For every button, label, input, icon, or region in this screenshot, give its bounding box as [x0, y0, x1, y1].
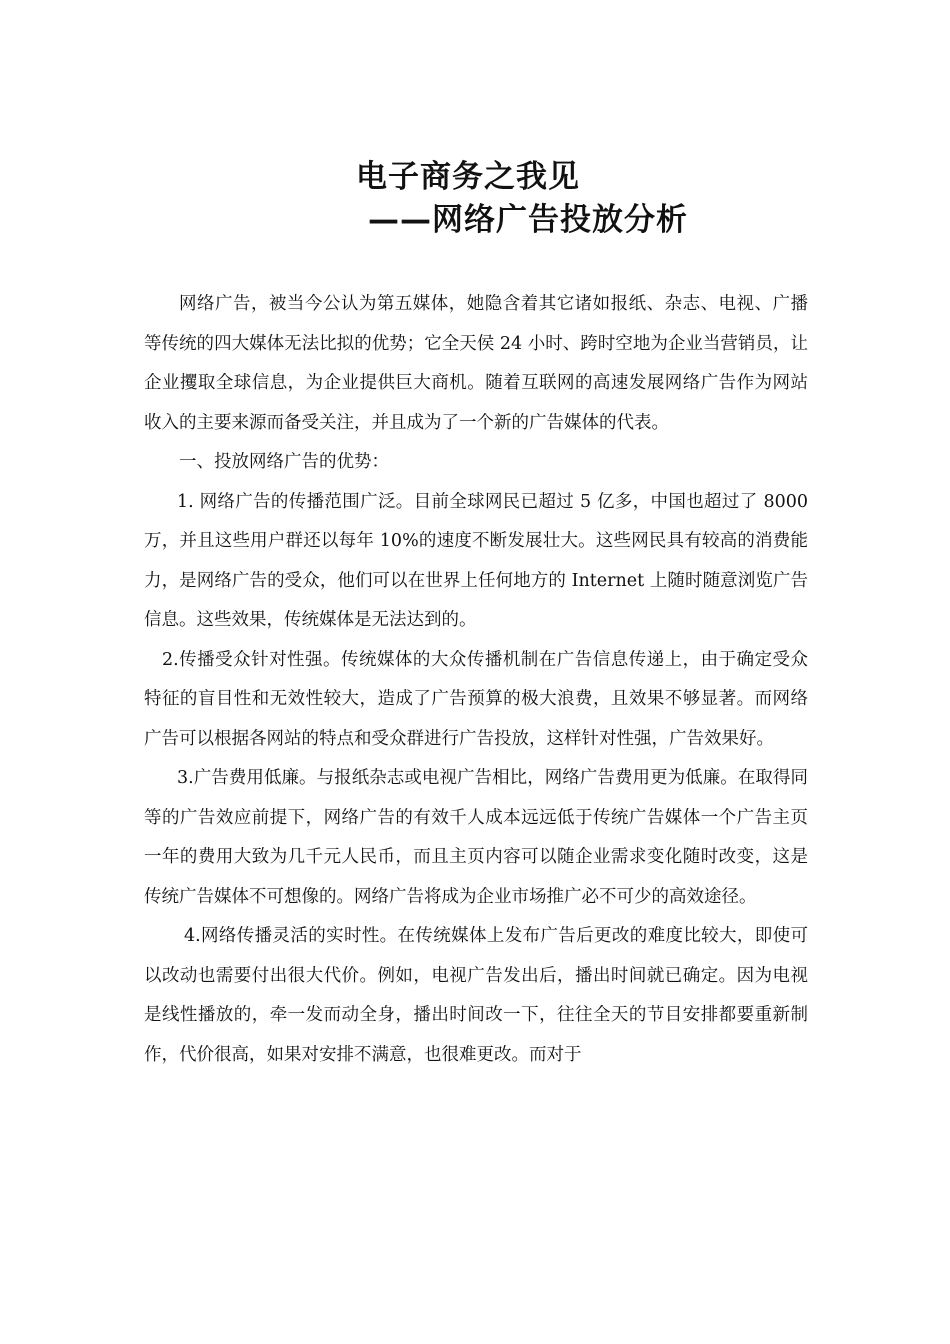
- section-heading: 一、投放网络广告的优势：: [179, 452, 389, 472]
- document-title: 电子商务之我见: [356, 159, 580, 195]
- paragraph-point-2: 2.传播受众针对性强。传统媒体的大众传播机制在广告信息传递上，由于确定受众特征的盲目性和无效性较大，造成了广告预算的极大浪费，且效果不够显著。而网络广告可以根据各网站的特点和受众群进行广告投放，这样针对性强，广告效果好。: [144, 649, 808, 749]
- document-body: [144, 285, 808, 1075]
- paragraph-intro: 网络广告，被当今公认为第五媒体，她隐含着其它诸如报纸、杂志、电视、广播等传统的四大媒体无法比拟的优势；它全天侯 24 小时、跨时空地为企业当营销员，让企业攫取全球信息，为企业提供巨大商机。随着互联网的高速发展网络广告作为网站收入的主要来源而备受关注，并且成为了一个新的广告媒体的代表。: [144, 294, 808, 433]
- paragraph-point-4: 4.网络传播灵活的实时性。在传统媒体上发布广告后更改的难度比较大，即使可以改动也需要付出很大代价。例如，电视广告发出后，播出时间就已确定。因为电视是线性播放的，牵一发而动全身，播出时间改一下，往往全天的节目安排都要重新制作，代价很高，如果对安排不满意，也很难更改。而对于: [144, 926, 808, 1065]
- paragraph-point-3: 3.广告费用低廉。与报纸杂志或电视广告相比，网络广告费用更为低廉。在取得同等的广告效应前提下，网络广告的有效千人成本远远低于传统广告媒体一个广告主页一年的费用大致为几千元人民币，而且主页内容可以随企业需求变化随时改变，这是传统广告媒体不可想像的。网络广告将成为企业市场推广必不可少的高效途径。: [144, 768, 808, 907]
- document-subtitle: ——网络广告投放分析: [368, 202, 688, 238]
- paragraph-point-1: 1. 网络广告的传播范围广泛。目前全球网民已超过 5 亿多，中国也超过了 8000 万，并且这些用户群还以每年 10%的速度不断发展壮大。这些网民具有较高的消费能力，是网络广告的受众，他们可以在世界上任何地方的 Internet 上随时随意浏览广告信息。这些效果，传统媒体是无法达到的。: [144, 491, 808, 630]
